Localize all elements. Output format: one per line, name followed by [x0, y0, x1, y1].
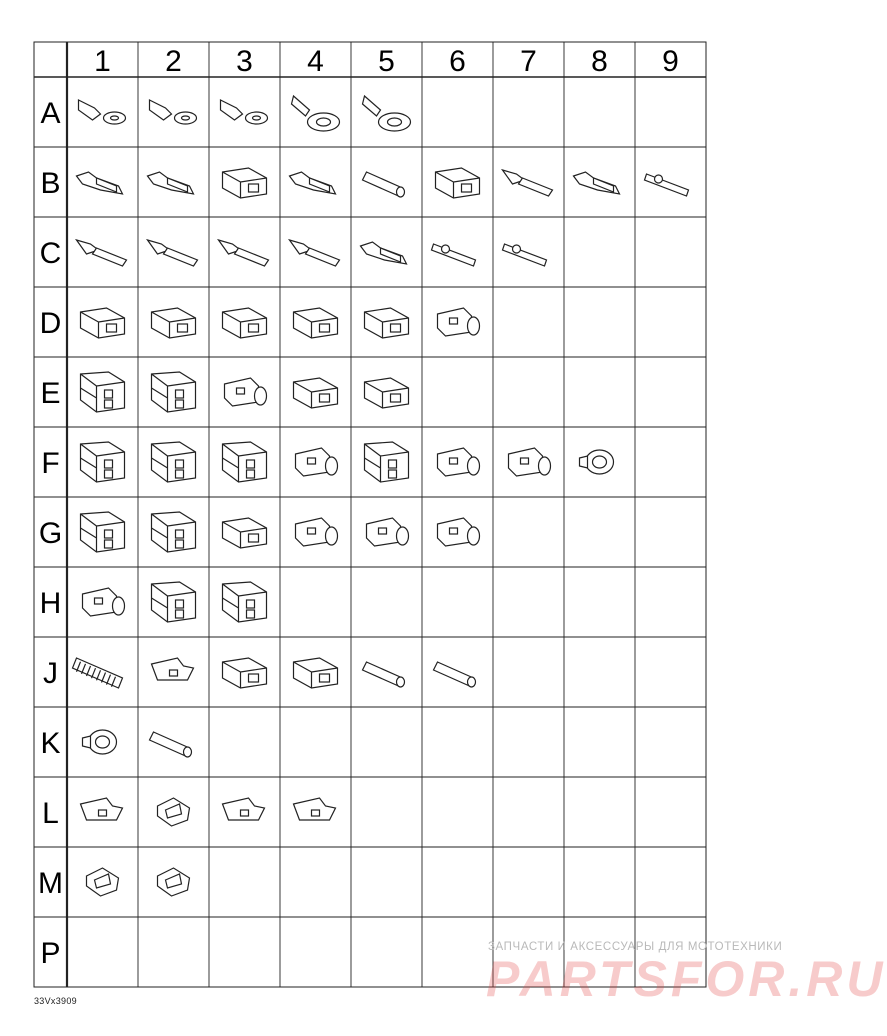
- part-E2-drawing: [152, 372, 196, 412]
- part-D3-drawing: [223, 308, 267, 338]
- part-K1-drawing: [83, 730, 117, 754]
- reference-code: 33Vx3909: [34, 996, 77, 1006]
- part-A3-drawing: [221, 100, 268, 124]
- row-header: F: [41, 447, 60, 480]
- row-header: H: [39, 587, 62, 620]
- part-B5-drawing: [363, 172, 405, 197]
- part-C7-drawing: [503, 244, 547, 266]
- part-F5-drawing: [365, 442, 409, 482]
- part-H2-drawing: [152, 582, 196, 622]
- part-D2-drawing: [152, 308, 196, 338]
- part-D6-drawing: [438, 308, 480, 336]
- part-B2-drawing: [148, 172, 194, 194]
- part-C5-drawing: [361, 242, 407, 264]
- part-B3-drawing: [223, 168, 267, 198]
- part-C1-drawing: [77, 240, 127, 266]
- part-G5-drawing: [367, 518, 409, 546]
- part-A2-drawing: [150, 100, 197, 124]
- part-L2-drawing: [158, 798, 190, 826]
- part-A5-drawing: [363, 96, 411, 131]
- part-F1-drawing: [81, 442, 125, 482]
- part-H3-drawing: [223, 582, 267, 622]
- part-H1-drawing: [83, 588, 125, 616]
- part-C6-drawing: [432, 244, 476, 266]
- part-J1-drawing: [73, 658, 123, 688]
- part-M1-drawing: [87, 868, 119, 896]
- part-L4-drawing: [294, 798, 336, 820]
- part-C4-drawing: [290, 240, 340, 266]
- part-K2-drawing: [150, 732, 192, 757]
- watermark-tagline: ЗАПЧАСТИ И АКСЕССУАРЫ ДЛЯ МОТОТЕХНИКИ: [488, 941, 783, 953]
- part-A1-drawing: [79, 100, 126, 124]
- part-C3-drawing: [219, 240, 269, 266]
- column-header: 1: [94, 45, 111, 78]
- part-D5-drawing: [365, 308, 409, 338]
- part-D1-drawing: [81, 308, 125, 338]
- row-header: L: [42, 797, 59, 830]
- part-J3-drawing: [223, 658, 267, 688]
- row-header: P: [40, 937, 61, 970]
- part-L1-drawing: [81, 798, 123, 820]
- part-J5-drawing: [363, 662, 405, 687]
- row-header: M: [38, 867, 63, 900]
- column-header: 5: [378, 45, 395, 78]
- part-A4-drawing: [292, 96, 340, 131]
- column-header: 8: [591, 45, 608, 78]
- part-B1-drawing: [77, 172, 123, 194]
- part-B6-drawing: [436, 168, 480, 198]
- part-B9-drawing: [645, 174, 689, 196]
- part-F2-drawing: [152, 442, 196, 482]
- part-G2-drawing: [152, 512, 196, 552]
- column-header: 9: [662, 45, 679, 78]
- part-F6-drawing: [438, 448, 480, 476]
- part-L3-drawing: [223, 798, 265, 820]
- part-B4-drawing: [290, 172, 336, 194]
- row-header: J: [43, 657, 58, 690]
- part-J2-drawing: [152, 658, 194, 680]
- part-G3-drawing: [223, 518, 267, 548]
- row-header: A: [40, 97, 61, 130]
- watermark-logo: PARTSFOR.RU: [486, 951, 887, 1007]
- row-header: E: [40, 377, 61, 410]
- part-F7-drawing: [509, 448, 551, 476]
- part-E1-drawing: [81, 372, 125, 412]
- column-header: 2: [165, 45, 182, 78]
- row-header: D: [39, 307, 62, 340]
- part-F3-drawing: [223, 442, 267, 482]
- part-J4-drawing: [294, 658, 338, 688]
- part-B7-drawing: [503, 170, 553, 196]
- row-header: G: [38, 517, 63, 550]
- column-header: 7: [520, 45, 537, 78]
- part-E3-drawing: [225, 378, 267, 406]
- part-G6-drawing: [438, 518, 480, 546]
- row-header: C: [39, 237, 62, 270]
- part-B8-drawing: [574, 172, 620, 194]
- part-C2-drawing: [148, 240, 198, 266]
- part-G4-drawing: [296, 518, 338, 546]
- part-D4-drawing: [294, 308, 338, 338]
- part-F4-drawing: [296, 448, 338, 476]
- row-header: B: [40, 167, 61, 200]
- column-header: 4: [307, 45, 324, 78]
- row-header: K: [40, 727, 61, 760]
- part-E4-drawing: [294, 378, 338, 408]
- part-F8-drawing: [580, 450, 614, 474]
- part-E5-drawing: [365, 378, 409, 408]
- part-M2-drawing: [158, 868, 190, 896]
- column-header: 3: [236, 45, 253, 78]
- column-header: 6: [449, 45, 466, 78]
- part-J6-drawing: [434, 662, 476, 687]
- part-G1-drawing: [81, 512, 125, 552]
